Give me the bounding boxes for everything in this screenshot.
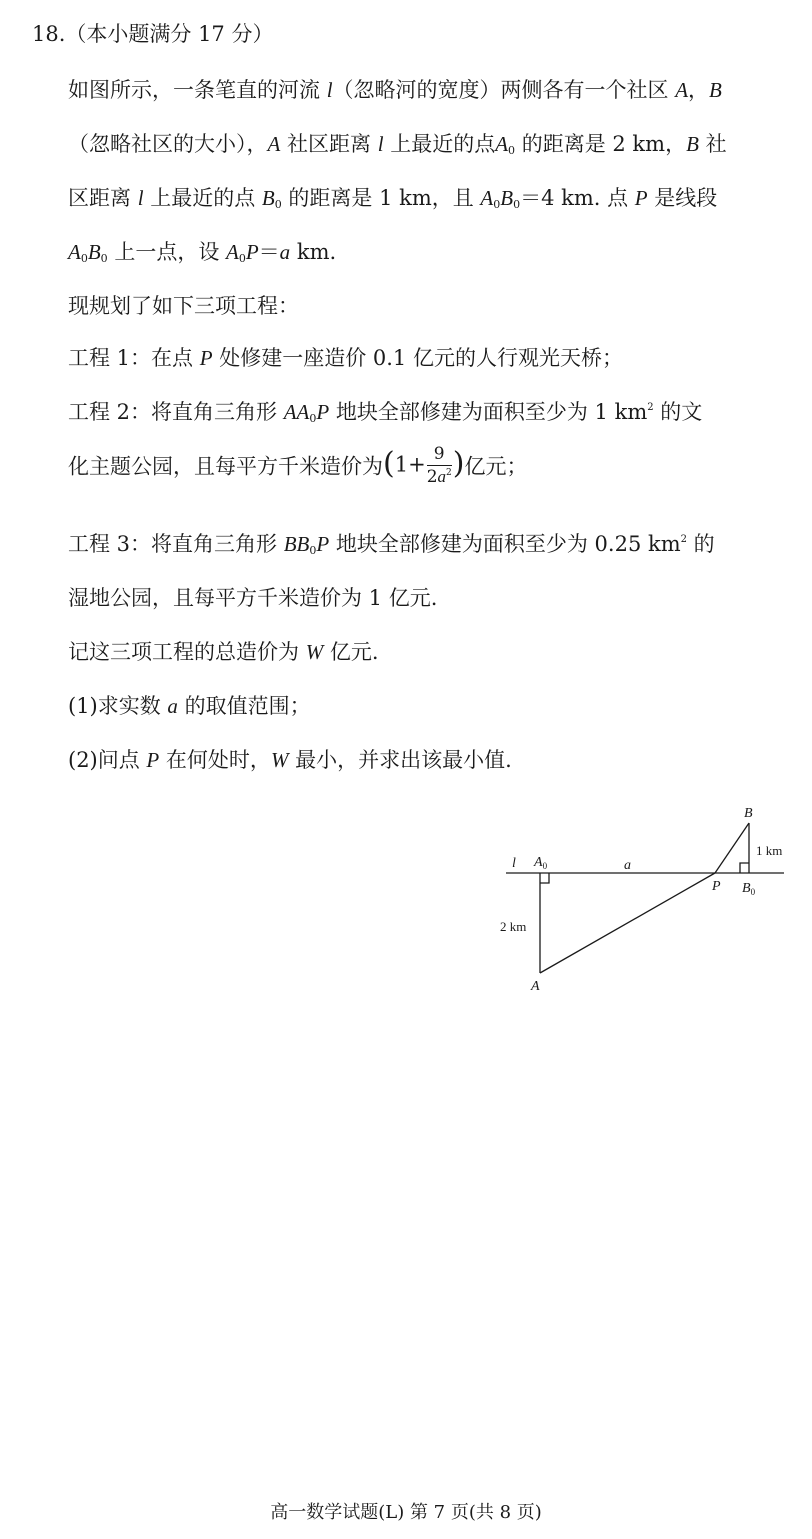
price-formula: (1+ $\frac{9}{2a^2}$ ) — [383, 444, 465, 487]
question-2: (2)问点 P 在何处时，W 最小，并求出该最小值. — [68, 748, 512, 772]
label-a: a — [624, 858, 631, 873]
problem-header: 18.（本小题满分 17 分） — [32, 22, 274, 46]
paragraph-line-1: 如图所示，一条笔直的河流 l（忽略河的宽度）两侧各有一个社区 A，B — [68, 78, 722, 102]
page-footer: 高一数学试题(L) 第 7 页(共 8 页) — [270, 1502, 542, 1523]
segment-P-B — [715, 823, 749, 873]
label-B0: $B_0$ — [742, 881, 756, 897]
label-A: A — [531, 979, 540, 994]
label-1km: 1 km — [756, 843, 783, 858]
label-l: l — [512, 856, 516, 871]
segment-A-P — [540, 873, 715, 973]
label-2km: 2 km — [500, 919, 527, 934]
question-1: (1)求实数 a 的取值范围； — [68, 694, 311, 718]
paragraph-line-3: 区距离 l 上最近的点 $B_0$ 的距离是 1 km，且 $A_0B_0=4$ km. 点 P 是线段 — [68, 186, 718, 211]
plan-intro: 现规划了如下三项工程： — [68, 294, 299, 318]
project-2-line-1: 工程 2：将直角三角形 $AA_0P$ 地块全部修建为面积至少为 1 $km^2$ 的文 — [68, 400, 703, 425]
label-A0: $A_0$ — [534, 855, 548, 871]
project-3-line-2: 湿地公园，且每平方千米造价为 1 亿元. — [68, 586, 438, 610]
label-B: B — [744, 806, 753, 821]
fraction: $\frac{9}{2a^2}$ — [426, 444, 452, 487]
total-cost: 记这三项工程的总造价为 W 亿元. — [68, 640, 379, 664]
project-3-line-1: 工程 3：将直角三角形 $BB_0P$ 地块全部修建为面积至少为 0.25 $km^2$ 的 — [68, 532, 715, 557]
paragraph-line-2: （忽略社区的大小），A 社区距离 l 上最近的点$A_0$ 的距离是 2 km，B 社 — [68, 132, 727, 157]
project-1: 工程 1：在点 P 处修建一座造价 0.1 亿元的人行观光天桥； — [68, 346, 623, 370]
project-2-line-2: 化主题公园，且每平方千米造价为(1+ $\frac{9}{2a^2}$ )亿元； — [68, 444, 528, 487]
right-angle-mark-B0 — [740, 863, 749, 873]
label-P: P — [712, 879, 721, 894]
right-angle-mark-A0 — [540, 873, 549, 883]
paragraph-line-4: $A_0B_0$ 上一点，设 $A_0P=a$ km. — [68, 240, 337, 265]
geometry-figure — [490, 800, 800, 1000]
